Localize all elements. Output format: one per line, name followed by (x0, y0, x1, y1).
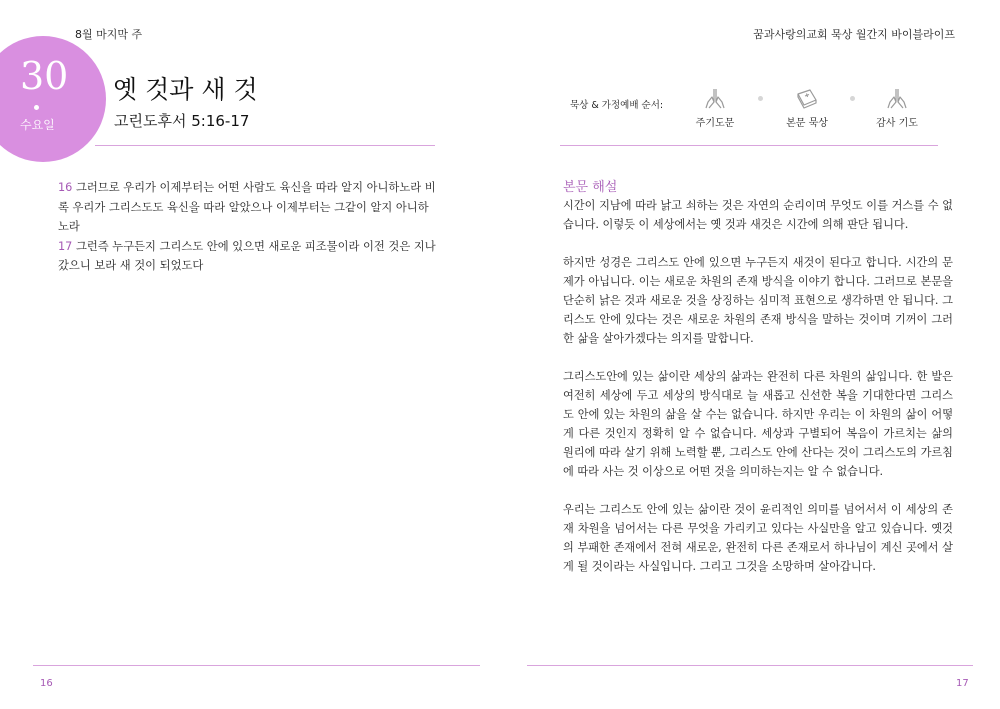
footer-divider (33, 665, 480, 666)
page-number: 17 (956, 678, 969, 689)
commentary-title: 본문 해설 (563, 180, 618, 195)
verse-number: 17 (58, 239, 73, 253)
verse-number: 16 (58, 181, 73, 194)
page-title: 옛 것과 새 것 (113, 75, 258, 104)
weekday-label: 수요일 (20, 118, 55, 132)
scripture-text (58, 178, 438, 276)
order-label: 묵상 & 가정예배 순서: (570, 100, 664, 111)
day-badge (0, 36, 106, 162)
praying-hands-icon (884, 86, 910, 112)
verse-text: 그러므로 우리가 이제부터는 어떤 사람도 육신을 따라 알지 아니하노라 비록 우리가 그리스도도 육신을 따라 알았으나 이제부터는 그같이 알지 아니하노라 (58, 181, 436, 233)
footer-divider (527, 665, 973, 666)
order-step-thanksgiving-prayer (857, 86, 937, 129)
commentary-paragraph: 그리스도안에 있는 삶이란 세상의 삶과는 완전히 다른 차원의 삶입니다. 한 발은 여전히 세상에 두고 세상의 방식대로 늘 새롭고 신선한 복을 기대한다면 그리스도 안에 있는 차원의 삶을 살 수는 없습니다. 하지만 우리는 이 차원의 삶이 어떻게 다른 것인지 정확히 알 수 없습니다. 세상과 구별되어 복음이 가르치는 삶의 원리에 따라 살기 위해 노력할 뿐, 그리스도 안에 산다는 것이 그리스도의 가르침에 따라 사는 것 이상으로 어떤 것을 의미하는지는 알 수 없습니다. (563, 370, 953, 478)
separator-dot-icon (850, 96, 855, 101)
commentary-paragraph: 하지만 성경은 그리스도 안에 있으면 누구든지 새것이 된다고 합니다. 시간의 문제가 아닙니다. 이는 새로운 차원의 존재 방식을 이야기 합니다. 그러므로 본문을 단순히 낡은 것과 새로운 것을 상징하는 심미적 표현으로 생각하면 안 됩니다. 그리스도 안에 있다는 것은 새로운 차원의 존재 방식을 말하는 것이며 기꺼이 그러한 삶을 살아가겠다는 의지를 말합니다. (563, 256, 953, 345)
scripture-reference: 고린도후서 5:16-17 (114, 112, 250, 130)
order-step-bible-reading (767, 86, 847, 129)
verse-text: 그런즉 누구든지 그리스도 안에 있으면 새로운 피조물이라 이전 것은 지나갔으니 보라 새 것이 되었도다 (58, 239, 436, 272)
order-step-label: 주기도문 (695, 118, 735, 129)
publication-title: 꿈과사랑의교회 묵상 월간지 바이블라이프 (753, 28, 955, 41)
divider (95, 145, 435, 146)
bible-icon (794, 86, 820, 112)
order-step-label: 감사 기도 (876, 118, 918, 129)
commentary-body (563, 196, 953, 595)
week-label: 8월 마지막 주 (75, 28, 143, 41)
day-number: 30 (20, 54, 69, 98)
commentary-paragraph: 우리는 그리스도 안에 있는 삶이란 것이 윤리적인 의미를 넘어서서 이 세상의 존재 차원을 넘어서는 다른 무엇을 가리키고 있다는 사실만을 알고 있습니다. 옛것의 부패한 존재에서 전혀 새로운, 완전히 다른 존재로서 하나님이 계신 곳에서 살게 될 것이라는 사실입니다. 그리고 그것을 소망하며 살아갑니다. (563, 503, 953, 573)
separator-dot-icon (758, 96, 763, 101)
divider (560, 145, 938, 146)
order-step-label: 본문 묵상 (786, 118, 828, 129)
dot-icon (34, 105, 39, 110)
praying-hands-icon (702, 86, 728, 112)
commentary-paragraph: 시간이 지남에 따라 낡고 쇠하는 것은 자연의 순리이며 무엇도 이를 거스를 수 없습니다. 이렇듯 이 세상에서는 옛 것과 새것은 시간에 의해 판단 됩니다. (563, 199, 953, 231)
right-page (500, 0, 1000, 709)
page-number: 16 (40, 678, 53, 689)
order-step-lords-prayer (675, 86, 755, 129)
